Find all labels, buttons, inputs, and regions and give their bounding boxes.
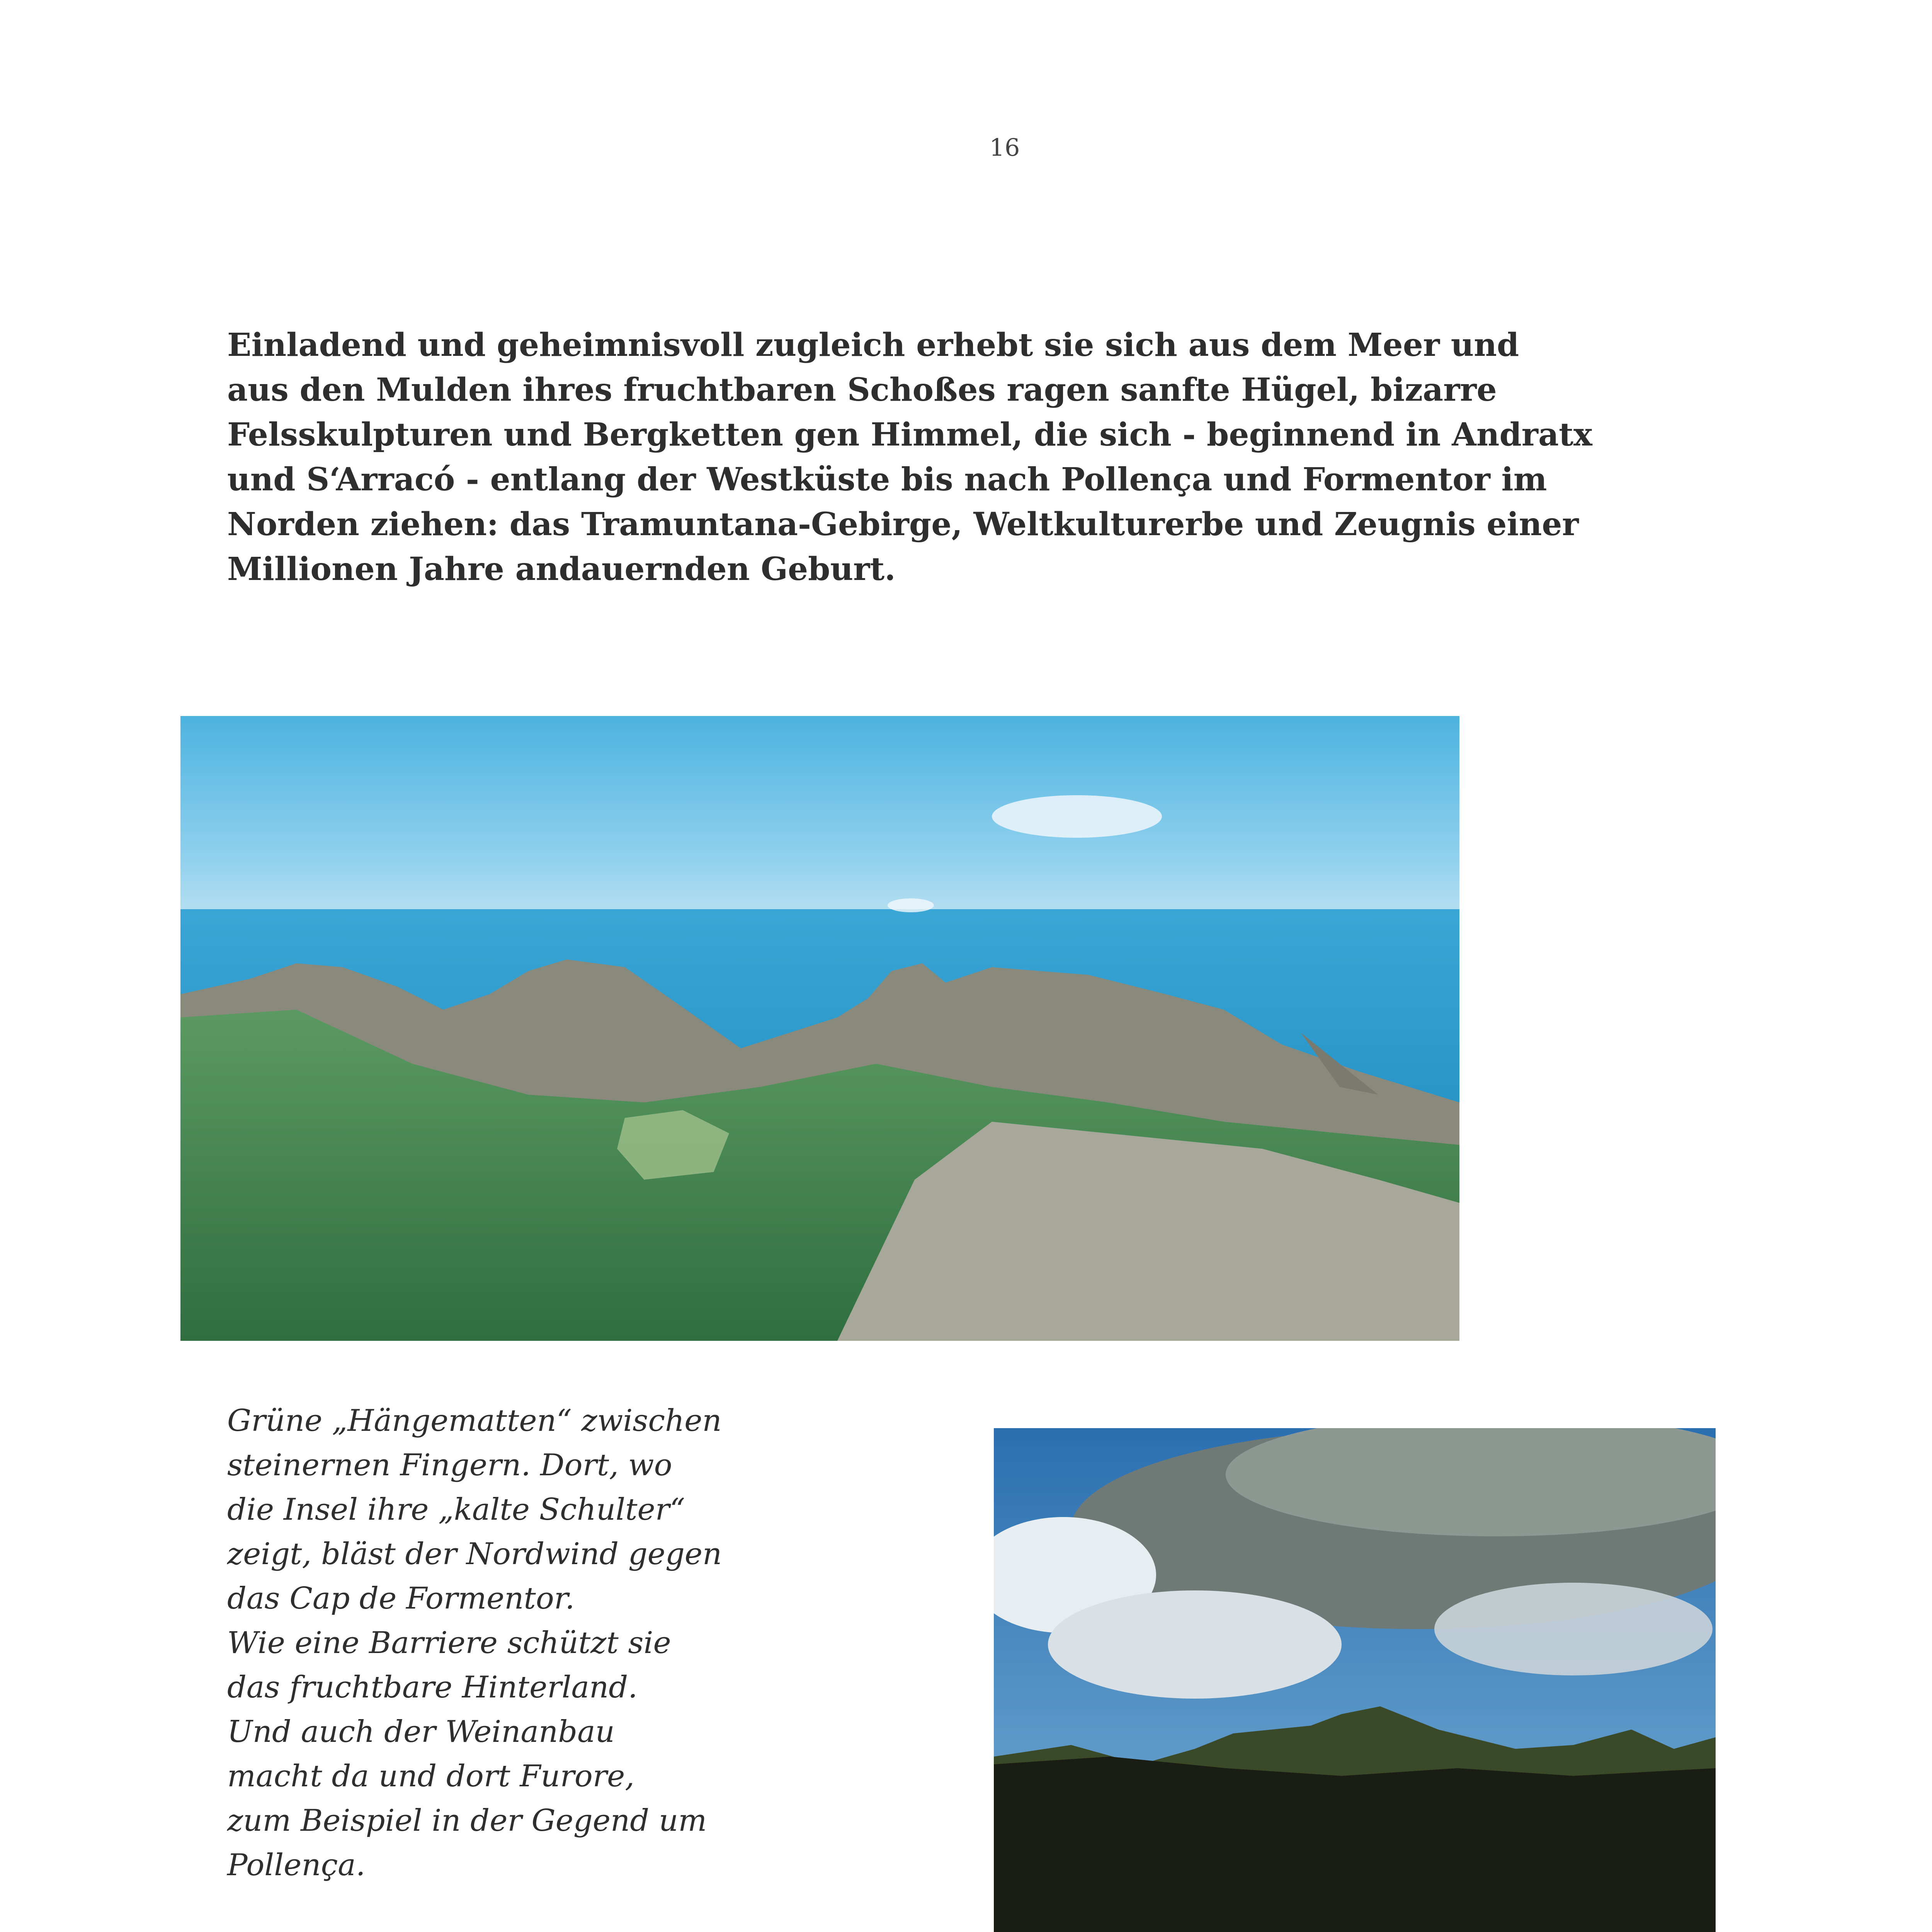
caption-line: zeigt, bläst der Nordwind gegen bbox=[227, 1537, 722, 1571]
intro-line: Norden ziehen: das Tramuntana-Gebirge, Weltkulturerbe und Zeugnis einer bbox=[227, 506, 1579, 543]
intro-line: und S‘Arracó - entlang der Westküste bis nach Pollença und Formentor im bbox=[227, 461, 1547, 498]
caption-line: die Insel ihre „kalte Schulter“ bbox=[227, 1492, 685, 1527]
caption-line: macht da und dort Furore, bbox=[227, 1759, 635, 1794]
intro-paragraph bbox=[227, 323, 1592, 592]
caption-line: Pollença. bbox=[227, 1848, 366, 1883]
caption-line: Wie eine Barriere schützt sie bbox=[227, 1626, 671, 1660]
intro-line: Millionen Jahre andauernden Geburt. bbox=[227, 551, 896, 588]
page-number: 16 bbox=[989, 133, 1020, 162]
caption-line: das Cap de Formentor. bbox=[227, 1581, 575, 1616]
intro-line: Felsskulpturen und Bergketten gen Himmel, die sich - beginnend in Andratx bbox=[227, 416, 1592, 453]
caption-line: zum Beispiel in der Gegend um bbox=[227, 1803, 707, 1838]
pyramid-mountain-photo bbox=[994, 1428, 1716, 1932]
intro-line: aus den Mulden ihres fruchtbaren Schoßes ragen sanfte Hügel, bizarre bbox=[227, 371, 1497, 408]
caption-line: steinernen Fingern. Dort, wo bbox=[227, 1448, 672, 1483]
coast-aerial-photo bbox=[180, 716, 1459, 1341]
intro-line: Einladend und geheimnisvoll zugleich erhebt sie sich aus dem Meer und bbox=[227, 327, 1519, 364]
caption-line: Grüne „Hängematten“ zwischen bbox=[227, 1403, 722, 1438]
caption-line: das fruchtbare Hinterland. bbox=[227, 1670, 638, 1705]
caption-left bbox=[227, 1399, 884, 1888]
caption-line: Und auch der Weinanbau bbox=[227, 1714, 615, 1749]
